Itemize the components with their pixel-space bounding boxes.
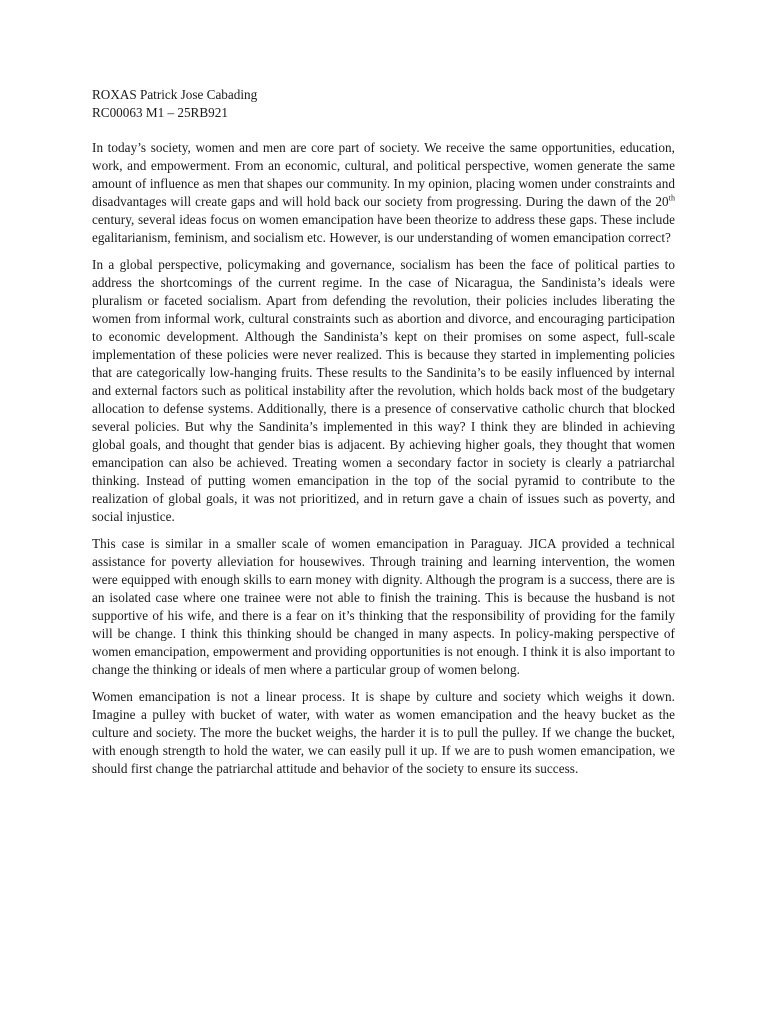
document-page <box>92 86 675 787</box>
paragraph-paraguay: This case is similar in a smaller scale of women emancipation in Paraguay. JICA provided a technical assistance for poverty alleviation for housewives. Through training and learning intervention, the women were equipped with enough skills to earn money with dignity. Although the program is a success, there are is an isolated case where one trainee were not able to finish the training. This is because the husband is not supportive of his wife, and there is a fear on it’s thinking that the responsibility of providing for the family will be change. I think this thinking should be changed in many aspects. In policy-making perspective of women emancipation, empowerment and providing opportunities is not enough. I think it is also important to change the thinking or ideals of men where a particular group of women belong. <box>92 536 675 677</box>
author-name: ROXAS Patrick Jose Cabading <box>92 87 258 102</box>
course-code: RC00063 M1 – 25RB921 <box>92 105 228 120</box>
ordinal-superscript: th <box>668 193 675 203</box>
paragraph-intro-text-b: century, several ideas focus on women emancipation have been theorize to address these gaps. These include egalitarianism, feminism, and socialism etc. However, is our understanding of women emancipation correct? <box>92 212 675 245</box>
document-header <box>92 86 675 122</box>
paragraph-nicaragua: In a global perspective, policymaking and governance, socialism has been the face of political parties to address the shortcomings of the current regime. In the case of Nicaragua, the Sandinista’s ideals were pluralism or faceted socialism. Apart from defending the revolution, their policies includes liberating the women from informal work, cultural constraints such as abortion and divorce, and encouraging participation to economic development. Although the Sandinista’s kept on their promises on some aspect, full-scale implementation of these policies were never realized. This is because they started in implementing policies that are categorically low-hanging fruits. These results to the Sandinita’s to be easily influenced by internal and external factors such as political instability after the revolution, which holds back most of the budgetary allocation to defense systems. Additionally, there is a presence of conservative catholic church that blocked several policies. But why the Sandinita’s implemented in this way? I think they are blinded in achieving global goals, and thought that gender bias is adjacent. By achieving higher goals, they thought that women emancipation can also be achieved. Treating women a secondary factor in society is clearly a patriarchal thinking. Instead of putting women emancipation in the top of the social pyramid to contribute to the realization of global goals, it was not prioritized, and in return gave a chain of issues such as poverty, and social injustice. <box>92 257 675 524</box>
paragraph-intro-text-a: In today’s society, women and men are core part of society. We receive the same opportunities, education, work, and empowerment. From an economic, cultural, and political perspective, women generate the same amount of influence as men that shapes our community. In my opinion, placing women under constraints and disadvantages will create gaps and will hold back our society from progressing. During the dawn of the 20 <box>92 140 675 209</box>
paragraph-conclusion: Women emancipation is not a linear process. It is shape by culture and society which weighs it down. Imagine a pulley with bucket of water, with water as women emancipation and the heavy bucket as the culture and society. The more the bucket weighs, the harder it is to pull the pulley. If we change the bucket, with enough strength to hold the water, we can easily pull it up. If we are to push women emancipation, we should first change the patriarchal attitude and behavior of the society to ensure its success. <box>92 689 675 776</box>
paragraph-intro <box>92 139 675 247</box>
